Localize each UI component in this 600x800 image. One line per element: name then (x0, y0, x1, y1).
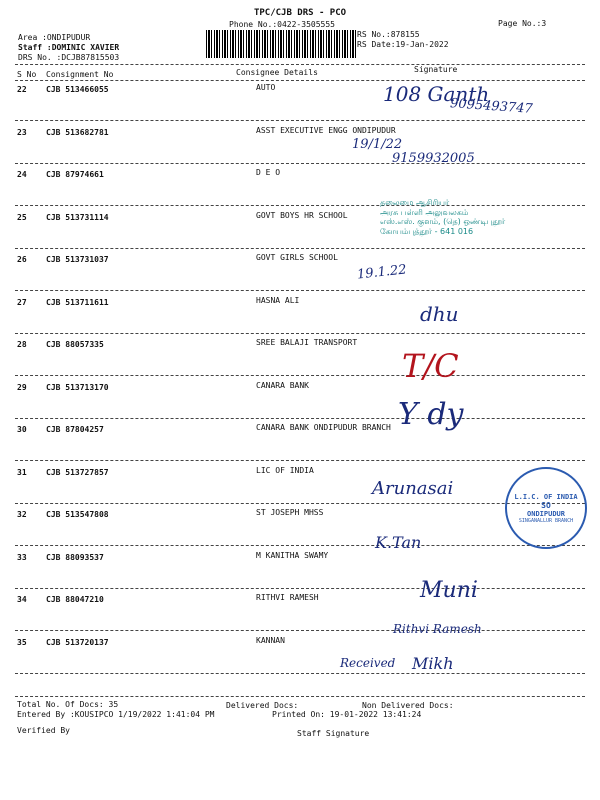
row-consignment-number: CJB 513720137 (46, 638, 109, 647)
col-consignee: Consignee Details (236, 68, 318, 77)
columns-divider (15, 80, 585, 81)
row-serial-number: 32 (17, 510, 27, 519)
row-divider (15, 460, 585, 461)
row-consignment-number: CJB 88047210 (46, 595, 104, 604)
entered-by: Entered By :KOUSIPCO 1/19/2022 1:41:04 PM (17, 710, 215, 719)
row-serial-number: 34 (17, 595, 27, 604)
row-consignee-name: SREE BALAJI TRANSPORT (256, 338, 358, 347)
row-consignment-number: CJB 513713170 (46, 383, 109, 392)
col-signature: Signature (414, 65, 458, 74)
row-divider (15, 418, 585, 419)
signature-row-28: T/C (402, 347, 459, 385)
row-consignment-number: CJB 513727857 (46, 468, 109, 477)
row-consignment-number: CJB 513682781 (46, 128, 109, 137)
signature-row-35: Mikh (412, 654, 454, 673)
row-serial-number: 26 (17, 255, 27, 264)
received-row-35: Received (340, 656, 396, 670)
row-consignment-number: CJB 88057335 (46, 340, 104, 349)
row-divider (15, 630, 585, 631)
row-consignee-name: AUTO (256, 83, 276, 92)
row-serial-number: 28 (17, 340, 27, 349)
row-serial-number: 27 (17, 298, 27, 307)
delivered-docs: Delivered Docs: (226, 701, 299, 710)
row-consignee-name: HASNA ALI (256, 296, 300, 305)
row-serial-number: 30 (17, 425, 27, 434)
row-consignee-name: KANNAN (256, 636, 285, 645)
signature-row-29: Y dy (398, 397, 464, 432)
row-consignee-name: M KANITHA SWAMY (256, 551, 329, 560)
row-divider (15, 673, 585, 674)
row-consignment-number: CJB 513547808 (46, 510, 109, 519)
lic-seal: L.I.C. OF INDIA SO ONDIPUDUR SINGANALLUR BRANCH (505, 467, 587, 549)
row-consignment-number: CJB 513711611 (46, 298, 109, 307)
row-divider (15, 588, 585, 589)
row-serial-number: 23 (17, 128, 27, 137)
row-serial-number: 24 (17, 170, 27, 179)
row-serial-number: 25 (17, 213, 27, 222)
signature-row-27: dhu (420, 302, 459, 326)
footer-divider (15, 696, 585, 697)
row-consignee-name: LIC OF INDIA (256, 466, 314, 475)
area-label: Area :ONDIPUDUR (18, 33, 91, 42)
signature-row-32: K.Tan (375, 533, 422, 552)
row-consignee-name: ASST EXECUTIVE ENGG ONDIPUDUR (256, 126, 396, 135)
row-consignee-name: ST JOSEPH MHSS (256, 508, 324, 517)
row-divider (15, 248, 585, 249)
row-serial-number: 29 (17, 383, 27, 392)
drs-number: DRS No. :DCJB87815503 (18, 53, 120, 62)
phone-number: Phone No.:0422-3505555 (229, 20, 335, 29)
row-consignee-name: RITHVI RAMESH (256, 593, 319, 602)
verified-by: Verified By (17, 726, 70, 735)
barcode (206, 30, 358, 58)
signature-row-31: Arunasai (372, 478, 454, 499)
row-consignee-name: D E O (256, 168, 281, 177)
signature-row-22: 108 Ganth (383, 82, 490, 106)
header-divider (15, 64, 585, 65)
document-title: TPC/CJB DRS - PCO (253, 8, 347, 18)
row-divider (15, 120, 585, 121)
row-consignment-number: CJB 87974661 (46, 170, 104, 179)
row-divider (15, 375, 585, 376)
row-divider (15, 503, 585, 504)
row-divider (15, 333, 585, 334)
row-serial-number: 31 (17, 468, 27, 477)
page-number: Page No.:3 (498, 19, 547, 28)
col-consignment: Consignment No (46, 70, 114, 79)
printed-on: Printed On: 19-01-2022 13:41:24 (272, 710, 422, 719)
phone-row-23: 9159932005 (392, 151, 475, 166)
row-consignment-number: CJB 513466055 (46, 85, 109, 94)
school-seal: தலைமை ஆசிரியர் அரசு பள்ளி அலுவலகம் எஸ்.எஸ். குளம், (தெ) ஒண்டிபுதூர் கோயம்புத்தூர் - 641 016 (380, 198, 506, 236)
staff-label: Staff :DOMINIC XAVIER (18, 43, 120, 52)
row-divider (15, 290, 585, 291)
row-consignee-name: CANARA BANK (256, 381, 309, 390)
row-consignee-name: GOVT GIRLS SCHOOL (256, 253, 338, 262)
non-delivered-docs: Non Delivered Docs: (362, 701, 454, 710)
row-consignment-number: CJB 513731037 (46, 255, 109, 264)
row-serial-number: 33 (17, 553, 27, 562)
row-consignment-number: CJB 88093537 (46, 553, 104, 562)
row-consignment-number: CJB 87804257 (46, 425, 104, 434)
row-consignee-name: GOVT BOYS HR SCHOOL (256, 211, 348, 220)
signature-row-34: Rithvi Ramesh (393, 622, 482, 636)
rs-date: RS Date:19-Jan-2022 (357, 40, 449, 49)
rs-number: RS No.:878155 (357, 30, 420, 39)
row-consignment-number: CJB 513731114 (46, 213, 109, 222)
staff-signature: Staff Signature (297, 729, 370, 738)
signature-row-33: Muni (420, 578, 478, 603)
total-docs: Total No. Of Docs: 35 (17, 700, 119, 709)
row-consignee-name: CANARA BANK ONDIPUDUR BRANCH (256, 423, 391, 432)
date-row-26: 19.1.22 (356, 262, 408, 283)
row-divider (15, 163, 585, 164)
col-sno: S No (17, 70, 37, 79)
row-serial-number: 22 (17, 85, 27, 94)
row-divider (15, 545, 585, 546)
phone-row-22: 9095493747 (449, 96, 534, 117)
date-row-23: 19/1/22 (352, 137, 403, 152)
row-serial-number: 35 (17, 638, 27, 647)
